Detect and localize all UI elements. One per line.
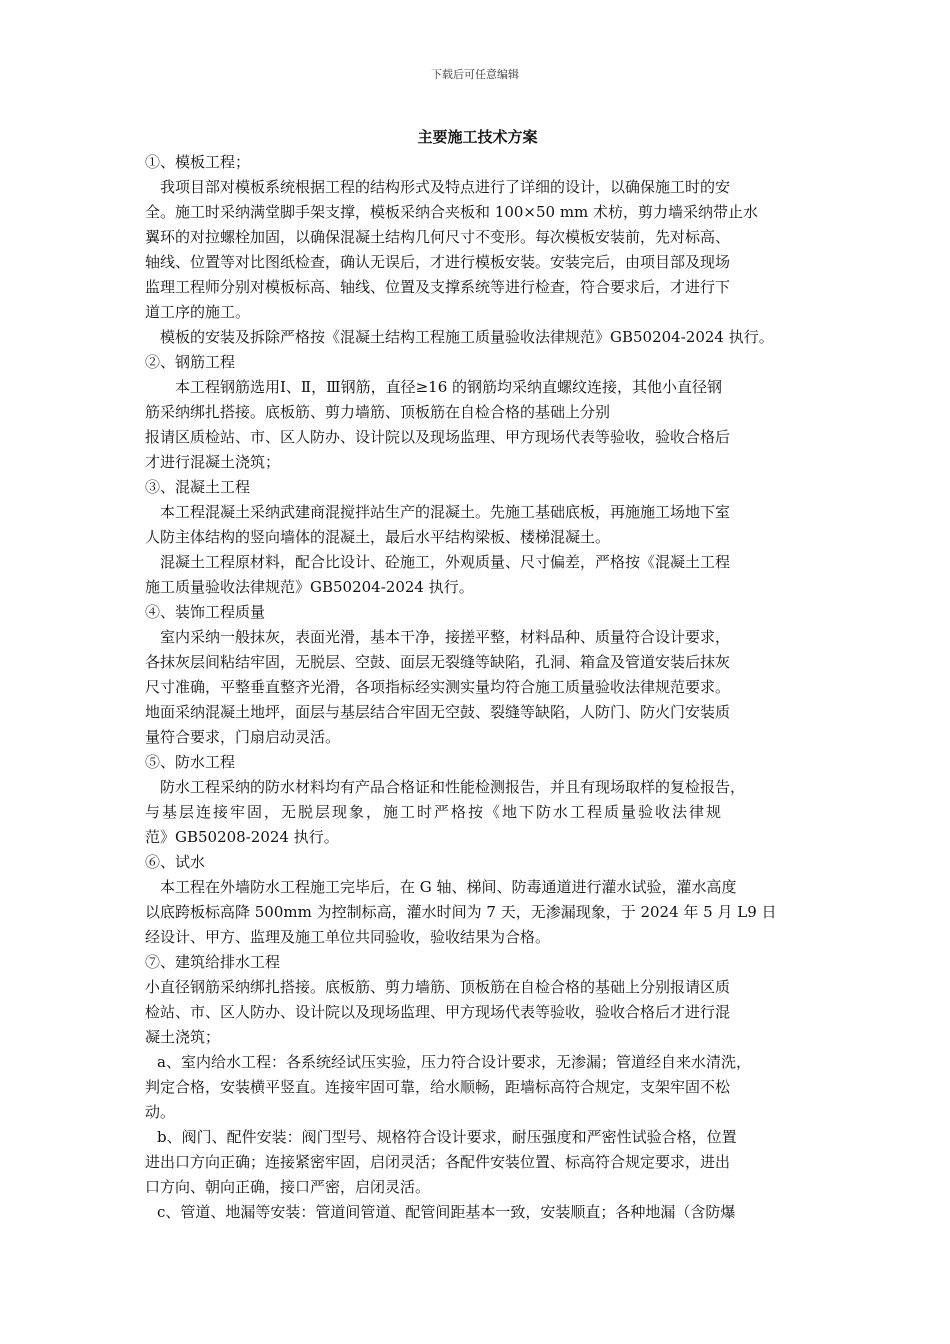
paragraph-line: 室内采纳一般抹灰，表面光滑，基本干净，接搓平整，材料品种、质量符合设计要求， xyxy=(160,628,731,646)
paragraph-line: 进出口方向正确；连接紧密牢固，启闭灵活；各配件安装位置、标高符合规定要求，进出 xyxy=(145,1153,731,1171)
paragraph-line: 报请区质检站、市、区人防办、设计院以及现场监理、甲方现场代表等验收，验收合格后 xyxy=(145,428,731,446)
paragraph-line: 小直径钢筋采纳绑扎搭接。底板筋、剪力墙筋、顶板筋在自检合格的基础上分别报请区质 xyxy=(145,978,731,996)
paragraph-line: 地面采纳混凝土地坪，面层与基层结合牢固无空鼓、裂缝等缺陷，人防门、防火门安装质 xyxy=(145,703,731,721)
paragraph-line: b、阀门、配件安装：阀门型号、规格符合设计要求，耐压强度和严密性试验合格，位置 xyxy=(157,1128,737,1146)
section-heading-formwork: ①、模板工程； xyxy=(145,153,251,171)
paragraph-line: 以底跨板标高降 500mm 为控制标高，灌水时间为 7 天，无渗漏现象，于 2024 年 5 月 L9 日 xyxy=(145,903,777,921)
paragraph-line: 判定合格，安装横平竖直。连接牢固可靠，给水顺畅，距墙标高符合规定，支架牢固不松 xyxy=(145,1078,731,1096)
paragraph-line: 施工质量验收法律规范》GB50204-2024 执行。 xyxy=(145,578,474,596)
section-heading-waterproofing: ⑤、防水工程 xyxy=(145,753,236,771)
paragraph-line: 经设计、甲方、监理及施工单位共同验收，验收结果为合格。 xyxy=(145,928,551,946)
paragraph-line: 范》GB50208-2024 执行。 xyxy=(145,828,339,846)
section-heading-plumbing: ⑦、建筑给排水工程 xyxy=(145,953,281,971)
paragraph-line: c、管道、地漏等安装：管道间管道、配管间距基本一致，安装顺直；各种地漏（含防爆 xyxy=(157,1203,736,1221)
paragraph-line: 模板的安装及拆除严格按《混凝土结构工程施工质量验收法律规范》GB50204-2024 执行。 xyxy=(160,328,774,346)
paragraph-line: 各抹灰层间粘结牢固，无脱层、空鼓、面层无裂缝等缺陷，孔洞、箱盒及管道安装后抹灰 xyxy=(145,653,731,671)
paragraph-line: 检站、市、区人防办、设计院以及现场监理、甲方现场代表等验收，验收合格后才进行混 xyxy=(145,1003,731,1021)
paragraph-line: 我项目部对模板系统根据工程的结构形式及特点进行了详细的设计，以确保施工时的安 xyxy=(160,178,731,196)
paragraph-line: 全。施工时采纳满堂脚手架支撑，模板采纳合夹板和 100×50 mm 术枋，剪力墙采纳带止水 xyxy=(145,203,759,221)
section-heading-decoration: ④、装饰工程质量 xyxy=(145,603,266,621)
paragraph-line: 才进行混凝土浇筑； xyxy=(145,453,281,471)
paragraph-line: 本工程钢筋选用Ⅰ、Ⅱ，Ⅲ钢筋，直径≥16 的钢筋均采纳直螺纹连接，其他小直径钢 xyxy=(175,378,723,396)
document-title: 主要施工技术方案 xyxy=(417,128,538,146)
paragraph-line: 监理工程师分别对模板标高、轴线、位置及支撑系统等进行检查，符合要求后，才进行下 xyxy=(145,278,731,296)
paragraph-line: 混凝土工程原材料，配合比设计、砼施工，外观质量、尺寸偏差，严格按《混凝土工程 xyxy=(160,553,731,571)
paragraph-line: a、室内给水工程：各系统经试压实验，压力符合设计要求，无渗漏；管道经自来水清洗， xyxy=(157,1053,751,1071)
paragraph-line: 防水工程采纳的防水材料均有产品合格证和性能检测报告，并且有现场取样的复检报告， xyxy=(160,778,746,796)
paragraph-line: 本工程在外墙防水工程施工完毕后，在 G 轴、梯间、防毒通道进行灌水试验，灌水高度 xyxy=(160,878,737,896)
paragraph-line: 动。 xyxy=(145,1103,176,1121)
paragraph-line: 尺寸准确，平整垂直整齐光滑，各项指标经实测实量均符合施工质量验收法律规范要求。 xyxy=(145,678,731,696)
section-heading-rebar: ②、钢筋工程 xyxy=(145,353,236,371)
paragraph-line: 道工序的施工。 xyxy=(145,303,251,321)
paragraph-line: 与基层连接牢固，无脱层现象，施工时严格按《地下防水工程质量验收法律规 xyxy=(145,803,724,821)
paragraph-line: 本工程混凝土采纳武建商混搅拌站生产的混凝土。先施工基础底板，再施施工场地下室 xyxy=(160,503,731,521)
paragraph-line: 筋采纳绑扎搭接。底板筋、剪力墙筋、顶板筋在自检合格的基础上分别 xyxy=(145,403,611,421)
page-header: 下载后可任意编辑 xyxy=(431,68,519,81)
paragraph-line: 凝土浇筑； xyxy=(145,1028,221,1046)
section-heading-water-test: ⑥、试水 xyxy=(145,853,206,871)
paragraph-line: 翼环的对拉螺栓加固，以确保混凝土结构几何尺寸不变形。每次模板安装前，先对标高、 xyxy=(145,228,731,246)
paragraph-line: 人防主体结构的竖向墙体的混凝土，最后水平结构梁板、楼梯混凝土。 xyxy=(145,528,611,546)
section-heading-concrete: ③、混凝土工程 xyxy=(145,478,251,496)
paragraph-line: 轴线、位置等对比图纸检查，确认无误后，才进行模板安装。安装完后，由项目部及现场 xyxy=(145,253,731,271)
paragraph-line: 量符合要求，门扇启动灵活。 xyxy=(145,728,341,746)
document-body xyxy=(145,124,810,1225)
paragraph-line: 口方向、朝向正确，接口严密，启闭灵活。 xyxy=(145,1178,431,1196)
